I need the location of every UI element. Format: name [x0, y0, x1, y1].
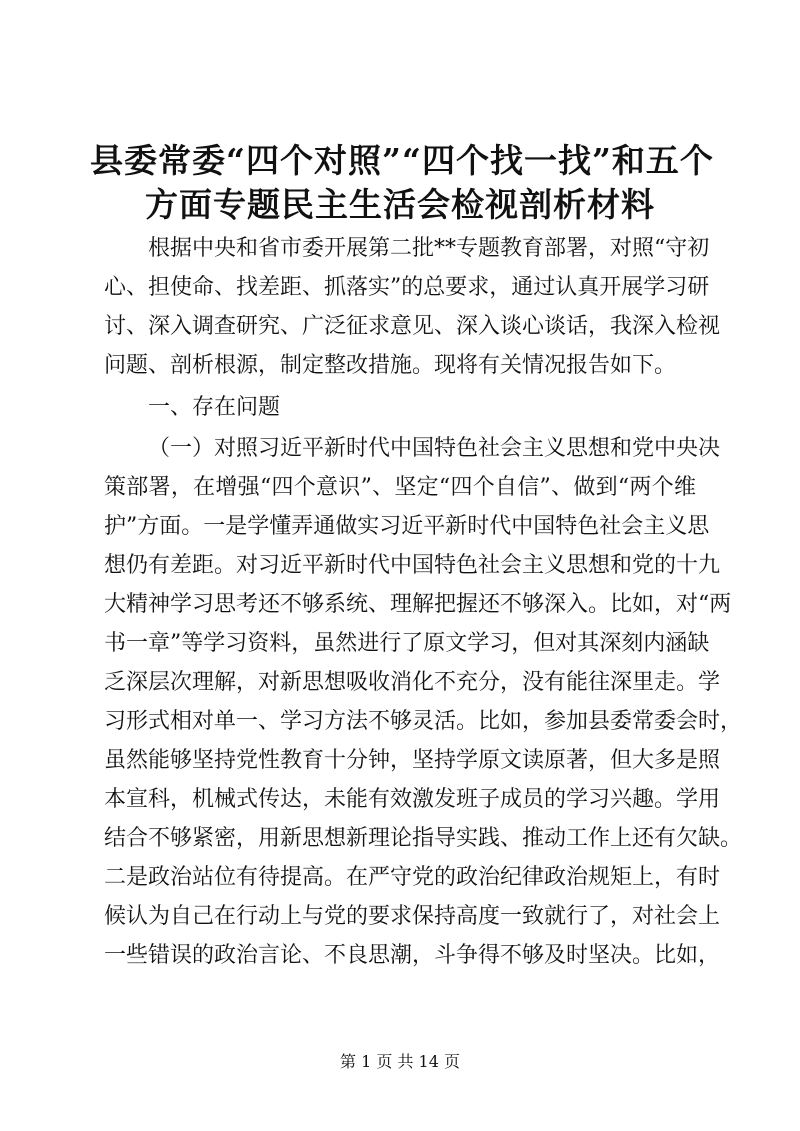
- paragraph-line: 乏深层次理解，对新思想吸收消化不充分，没有能往深里走。学: [104, 670, 721, 695]
- paragraph-line: 护”方面。一是学懂弄通做实习近平新时代中国特色社会主义思: [104, 514, 710, 539]
- paragraph-line: （一）对照习近平新时代中国特色社会主义思想和党中央决: [148, 436, 721, 461]
- paragraph-line: 策部署，在增强“四个意识”、坚定“四个自信”、做到“两个维: [104, 475, 696, 500]
- paragraph-line: 二是政治站位有待提高。在严守党的政治纪律政治规矩上，有时: [104, 865, 721, 890]
- paragraph-line: 问题、剖析根源，制定整改措施。现将有关情况报告如下。: [104, 353, 677, 378]
- document-title-line-2: 方面专题民主生活会检视剖析材料: [145, 185, 655, 224]
- paragraph-line: 一些错误的政治言论、不良思潮，斗争得不够及时坚决。比如，: [104, 943, 721, 968]
- paragraph-line: 大精神学习思考还不够系统、理解把握还不够深入。比如，对“两: [104, 592, 732, 617]
- paragraph-line: 心、担使命、找差距、抓落实”的总要求，通过认真开展学习研: [104, 275, 710, 300]
- paragraph-line: 想仍有差距。对习近平新时代中国特色社会主义思想和党的十九: [104, 553, 721, 578]
- paragraph-line: 根据中央和省市委开展第二批**专题教育部署，对照“守初: [148, 236, 710, 261]
- page-number-footer: 第 1 页 共 14 页: [340, 1052, 460, 1071]
- paragraph-line: 虽然能够坚持党性教育十分钟，坚持学原文读原著，但大多是照: [104, 748, 721, 773]
- paragraph-line: 书一章”等学习资料，虽然进行了原文学习，但对其深刻内涵缺: [104, 631, 710, 656]
- paragraph-line: 候认为自己在行动上与党的要求保持高度一致就行了，对社会上: [104, 904, 721, 929]
- paragraph-line: 结合不够紧密，用新思想新理论指导实践、推动工作上还有欠缺。: [104, 826, 743, 851]
- paragraph-line: 讨、深入调查研究、广泛征求意见、深入谈心谈话，我深入检视: [104, 314, 721, 339]
- paragraph-line: 习形式相对单一、学习方法不够灵活。比如，参加县委常委会时，: [104, 709, 743, 734]
- document-title-line-1: 县委常委“四个对照”“四个找一找”和五个: [90, 141, 714, 180]
- section-heading: 一、存在问题: [148, 395, 281, 420]
- paragraph-line: 本宣科，机械式传达，未能有效激发班子成员的学习兴趣。学用: [104, 787, 721, 812]
